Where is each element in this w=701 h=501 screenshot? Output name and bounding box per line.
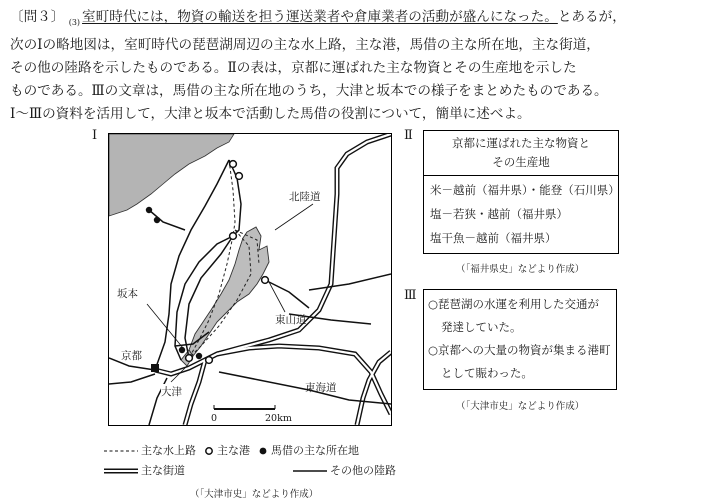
scale-bar — [214, 405, 275, 409]
port-marker — [230, 161, 237, 168]
land-mass — [109, 134, 234, 216]
legend-water-route — [104, 441, 196, 461]
port-marker — [262, 277, 269, 284]
double-line-icon — [104, 467, 138, 475]
note-marker: (3) — [68, 18, 81, 27]
notes-item-1-line-1: ○琵琶湖の水運を利用した交通が — [428, 297, 600, 311]
map-source: （「大津市史」などより作成） — [190, 489, 319, 500]
goods-table-header — [424, 131, 618, 176]
map-legend — [104, 441, 404, 481]
legend-water-route-label: 主な水上路 — [141, 444, 196, 457]
highways-inner — [155, 134, 391, 425]
hokurikudo-label: 北陸道 — [289, 191, 321, 203]
kyoto-marker — [151, 364, 159, 372]
question-line-2: 次のⅠの略地図は，室町時代の琵琶湖周辺の主な水上路，主な港，馬借の主な所在地，主な街道， — [10, 37, 600, 53]
question-line-4: ものである。Ⅲの文章は，馬借の主な所在地のうち，大津と坂本での様子をまとめたものである。 — [10, 83, 608, 99]
scale-max: 20km — [265, 413, 292, 424]
notes-box — [423, 289, 617, 390]
sketch-map — [108, 133, 392, 426]
legend-port-label: 主な港 — [217, 444, 250, 457]
bashaku-marker — [196, 353, 202, 359]
hokurikudo-leader — [275, 204, 313, 230]
legend-other-road — [293, 461, 396, 481]
bashaku-marker — [179, 347, 185, 353]
underlined-quote: 室町時代には，物資の輸送を担う運送業者や倉庫業者の活動が盛んになった。 — [82, 9, 558, 25]
bashaku-marker — [154, 217, 160, 223]
bashaku-marker — [146, 207, 152, 213]
port-marker — [230, 233, 237, 240]
port-marker — [236, 173, 243, 180]
notes-source: （「大津市史」などより作成） — [456, 401, 585, 412]
goods-table — [423, 130, 619, 254]
kyoto-label: 京都 — [121, 350, 142, 362]
sketch-map-svg — [109, 134, 391, 425]
goods-table-row: 米－越前（福井県）・能登（石川県） — [430, 183, 620, 197]
filled-circle-icon — [258, 446, 268, 456]
solid-line-icon — [293, 468, 327, 474]
tosando-label: 東山道 — [275, 314, 307, 326]
goods-table-header-line-1: 京都に運ばれた主な物資と — [452, 136, 590, 150]
question-line-1-rest: とあるが， — [557, 9, 626, 25]
legend-other-road-label: その他の陸路 — [330, 464, 396, 477]
legend-highway-label: 主な街道 — [141, 464, 185, 477]
legend-bashaku — [258, 441, 359, 461]
table-label: Ⅱ — [404, 128, 413, 143]
port-marker — [186, 355, 193, 362]
notes-item-2-line-2: として賑わった。 — [441, 366, 533, 380]
question-number: 〔問３〕 — [10, 9, 65, 25]
scale-zero: 0 — [211, 413, 218, 424]
goods-table-row: 塩－若狭・越前（福井県） — [430, 207, 568, 221]
notes-item-1-line-2: 発達していた。 — [441, 320, 522, 334]
otsu-label: 大津 — [161, 386, 182, 398]
table-source: （「福井県史」などより作成） — [456, 264, 585, 275]
legend-highway — [104, 461, 185, 481]
port-marker — [206, 357, 213, 364]
goods-table-row: 塩干魚－越前（福井県） — [430, 231, 557, 245]
sakamoto-label: 坂本 — [117, 288, 138, 300]
question-text — [10, 6, 692, 126]
highways-outer — [155, 134, 391, 425]
goods-table-header-line-2: その生産地 — [492, 155, 550, 169]
legend-bashaku-label: 馬借の主な所在地 — [271, 444, 359, 457]
question-line-1 — [10, 6, 692, 34]
dashed-line-icon — [104, 448, 138, 454]
tokaido-label: 東海道 — [305, 382, 337, 394]
question-line-5: Ⅰ～Ⅲの資料を活用して，大津と坂本で活動した馬借の役割について，簡単に述べよ。 — [10, 106, 531, 122]
legend-port — [204, 441, 250, 461]
map-label: Ⅰ — [92, 128, 98, 143]
goods-table-body — [424, 176, 618, 253]
open-circle-icon — [204, 446, 214, 456]
notes-item-2-line-1: ○京都への大量の物資が集まる港町 — [428, 343, 611, 357]
question-line-3: その他の陸路を示したものである。Ⅱの表は，京都に運ばれた主な物資とその生産地を示した — [10, 60, 577, 76]
notes-label: Ⅲ — [404, 288, 417, 303]
